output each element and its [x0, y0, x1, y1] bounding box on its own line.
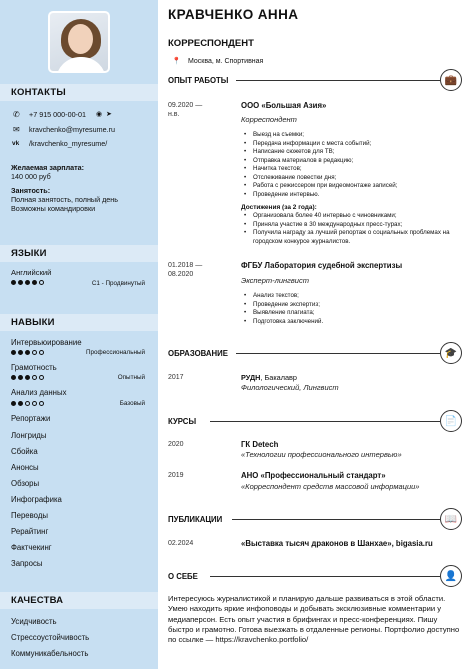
book-icon: 📖 — [440, 508, 462, 530]
bullet-item: • Выезд на съемки; — [243, 131, 458, 140]
vk-icon: vk — [12, 140, 20, 147]
location-text: Москва, м. Спортивная — [188, 58, 264, 65]
skill-item: Переводы — [11, 511, 48, 520]
job-company: ООО «Большая Азия» — [241, 101, 327, 110]
education-degree: , Бакалавр — [260, 373, 297, 382]
experience-heading: ОПЫТ РАБОТЫ — [168, 76, 229, 85]
employment-line-2: Возможны командировки — [11, 204, 96, 213]
bullet-item: • Передача информации с места событий; — [243, 140, 458, 149]
profile-photo — [48, 11, 110, 73]
skill-name: Анализ данных — [11, 388, 67, 397]
contacts-heading: КОНТАКТЫ — [0, 84, 158, 101]
email-icon: ✉ — [13, 125, 20, 134]
section-divider — [236, 353, 440, 354]
achievements-title: Достижения (за 2 года): — [241, 204, 317, 211]
skill-name: Интервьюирование — [11, 338, 82, 347]
salary-value: 140 000 руб — [11, 172, 51, 181]
rating-dot-empty — [39, 280, 44, 285]
skill-rating-dots — [11, 350, 44, 356]
telegram-icon[interactable]: ➤ — [106, 111, 112, 118]
skill-rating-dots — [11, 401, 44, 407]
briefcase-icon: 💼 — [440, 69, 462, 91]
bullet-item: • Отправка материалов в редакцию; — [243, 157, 458, 166]
skill-item: Инфографика — [11, 495, 62, 504]
employment-label: Занятость: — [11, 186, 51, 195]
education-entry — [241, 373, 297, 382]
candidate-name: КРАВЧЕНКО АННА — [168, 7, 299, 22]
quality-item: Усидчивость — [11, 617, 57, 626]
bullet-item: • Отслеживание повестки дня; — [243, 174, 458, 183]
job-dates: 01.2018 — — [168, 262, 203, 269]
publications-heading: ПУБЛИКАЦИИ — [168, 515, 223, 524]
user-icon: 👤 — [440, 565, 462, 587]
skill-item: Запросы — [11, 559, 43, 568]
bullet-item: • Выявление плагиата; — [243, 309, 458, 318]
course-year: 2020 — [168, 441, 184, 448]
bullet-item: • Организовала более 40 интервью с чиновниками; — [243, 212, 458, 221]
language-name: Английский — [11, 268, 52, 277]
graduation-cap-icon: 🎓 — [440, 342, 462, 364]
phone-number[interactable]: +7 915 000-00-01 — [29, 110, 86, 119]
rating-dot-empty — [32, 375, 37, 380]
skill-item: Обзоры — [11, 479, 40, 488]
location-pin-icon: 📍 — [172, 58, 181, 65]
job-dates-end: 08.2020 — [168, 271, 194, 278]
skill-level: Опытный — [117, 374, 145, 381]
rating-dot-filled — [11, 401, 16, 406]
education-school: РУДН — [241, 373, 261, 382]
phone-icon: ✆ — [13, 110, 20, 119]
courses-heading: КУРСЫ — [168, 417, 197, 426]
skill-item: Анонсы — [11, 463, 39, 472]
job-dates: 09.2020 — — [168, 102, 203, 109]
rating-dot-filled — [18, 350, 23, 355]
rating-dot-filled — [32, 280, 37, 285]
whatsapp-icon[interactable]: ◉ — [96, 111, 103, 118]
job-duties-list — [243, 292, 458, 326]
course-title: «Технологии профессионального интервью» — [241, 450, 402, 459]
bullet-item: • Подготовка заключений. — [243, 318, 458, 327]
course-org: АНО «Профессиональный стандарт» — [241, 471, 386, 480]
rating-dot-filled — [11, 375, 16, 380]
skill-level: Профессиональный — [86, 349, 145, 356]
employment-line-1: Полная занятость, полный день — [11, 195, 119, 204]
skill-item: Лонгриды — [11, 431, 47, 440]
skill-rating-dots — [11, 375, 44, 381]
job-company: ФГБУ Лаборатория судебной экспертизы — [241, 261, 403, 270]
rating-dot-filled — [18, 375, 23, 380]
bullet-item: • Работа с режиссером при видеомонтаже записей; — [243, 182, 458, 191]
bullet-item: • Проведение экспертиз; — [243, 301, 458, 310]
rating-dot-filled — [18, 401, 23, 406]
course-year: 2019 — [168, 472, 184, 479]
languages-heading: ЯЗЫКИ — [0, 245, 158, 262]
skill-item: Репортажи — [11, 414, 51, 423]
job-achievements-list — [243, 212, 458, 246]
skills-heading: НАВЫКИ — [0, 314, 158, 331]
job-duties-list — [243, 131, 458, 199]
publication-title[interactable]: «Выставка тысяч драконов в Шанхае», bigasia.ru — [241, 539, 433, 548]
section-divider — [236, 80, 440, 81]
job-dates-end: н.в. — [168, 111, 180, 118]
bullet-item: • Получила награду за лучший репортаж о социальных проблемах на городском конкурсе журналистов. — [243, 229, 458, 246]
rating-dot-filled — [11, 350, 16, 355]
quality-item: Коммуникабельность — [11, 649, 89, 658]
skill-level: Базовый — [119, 400, 145, 407]
bullet-item: • Анализ текстов; — [243, 292, 458, 301]
skill-item: Сбойка — [11, 447, 38, 456]
education-heading: ОБРАЗОВАНИЕ — [168, 349, 228, 358]
rating-dot-filled — [11, 280, 16, 285]
course-org: ГК Detech — [241, 440, 279, 449]
section-divider — [232, 519, 440, 520]
salary-label: Желаемая зарплата: — [11, 163, 85, 172]
rating-dot-empty — [25, 401, 30, 406]
email-link[interactable]: kravchenko@myresume.ru — [29, 125, 115, 134]
job-role: Эксперт-лингвист — [241, 276, 309, 285]
rating-dot-empty — [39, 350, 44, 355]
candidate-position: КОРРЕСПОНДЕНТ — [168, 38, 254, 49]
job-role: Корреспондент — [241, 115, 297, 124]
rating-dot-filled — [25, 280, 30, 285]
section-divider — [210, 421, 440, 422]
bullet-item: • Написание сюжетов для ТВ; — [243, 148, 458, 157]
section-divider — [210, 576, 440, 577]
bullet-item: • Приняла участие в 30 международных пресс-турах; — [243, 221, 458, 230]
rating-dot-empty — [32, 401, 37, 406]
skill-name: Грамотность — [11, 363, 57, 372]
skill-item: Фактчекинг — [11, 543, 52, 552]
about-heading: О СЕБЕ — [168, 572, 198, 581]
rating-dot-empty — [39, 401, 44, 406]
rating-dot-empty — [39, 375, 44, 380]
rating-dot-filled — [25, 375, 30, 380]
language-level: C1 - Продвинутый — [91, 280, 145, 287]
qualities-heading: КАЧЕСТВА — [0, 592, 158, 609]
rating-dot-filled — [18, 280, 23, 285]
vk-link[interactable]: /kravchenko_myresume/ — [29, 139, 108, 148]
education-field: Филологический, Лингвист — [241, 383, 339, 392]
course-title: «Корреспондент средств массовой информации» — [241, 482, 420, 491]
language-rating-dots — [11, 280, 44, 286]
quality-item: Стрессоустойчивость — [11, 633, 90, 642]
education-year: 2017 — [168, 374, 184, 381]
publication-date: 02.2024 — [168, 540, 194, 547]
bullet-item: • Начитка текстов; — [243, 165, 458, 174]
sidebar — [0, 0, 158, 669]
bullet-item: • Проведение интервью. — [243, 191, 458, 200]
skill-item: Рерайтинг — [11, 527, 49, 536]
rating-dot-empty — [32, 350, 37, 355]
document-icon: 📄 — [440, 410, 462, 432]
rating-dot-filled — [25, 350, 30, 355]
about-text: Интересуюсь журналистикой и планирую дальше развиваться в этой области. Умею находить яркие инфоповоды и добывать эксклюзивные комментарии у медиаперсон. Есть опыт участия в брифингах и пресс-конференциях. Пишу быстро и грамотно. Готова выезжать в отдаленные регионы. Портфолио доступно по ссылке — https://kravchenko.portfolio/ — [168, 594, 460, 645]
